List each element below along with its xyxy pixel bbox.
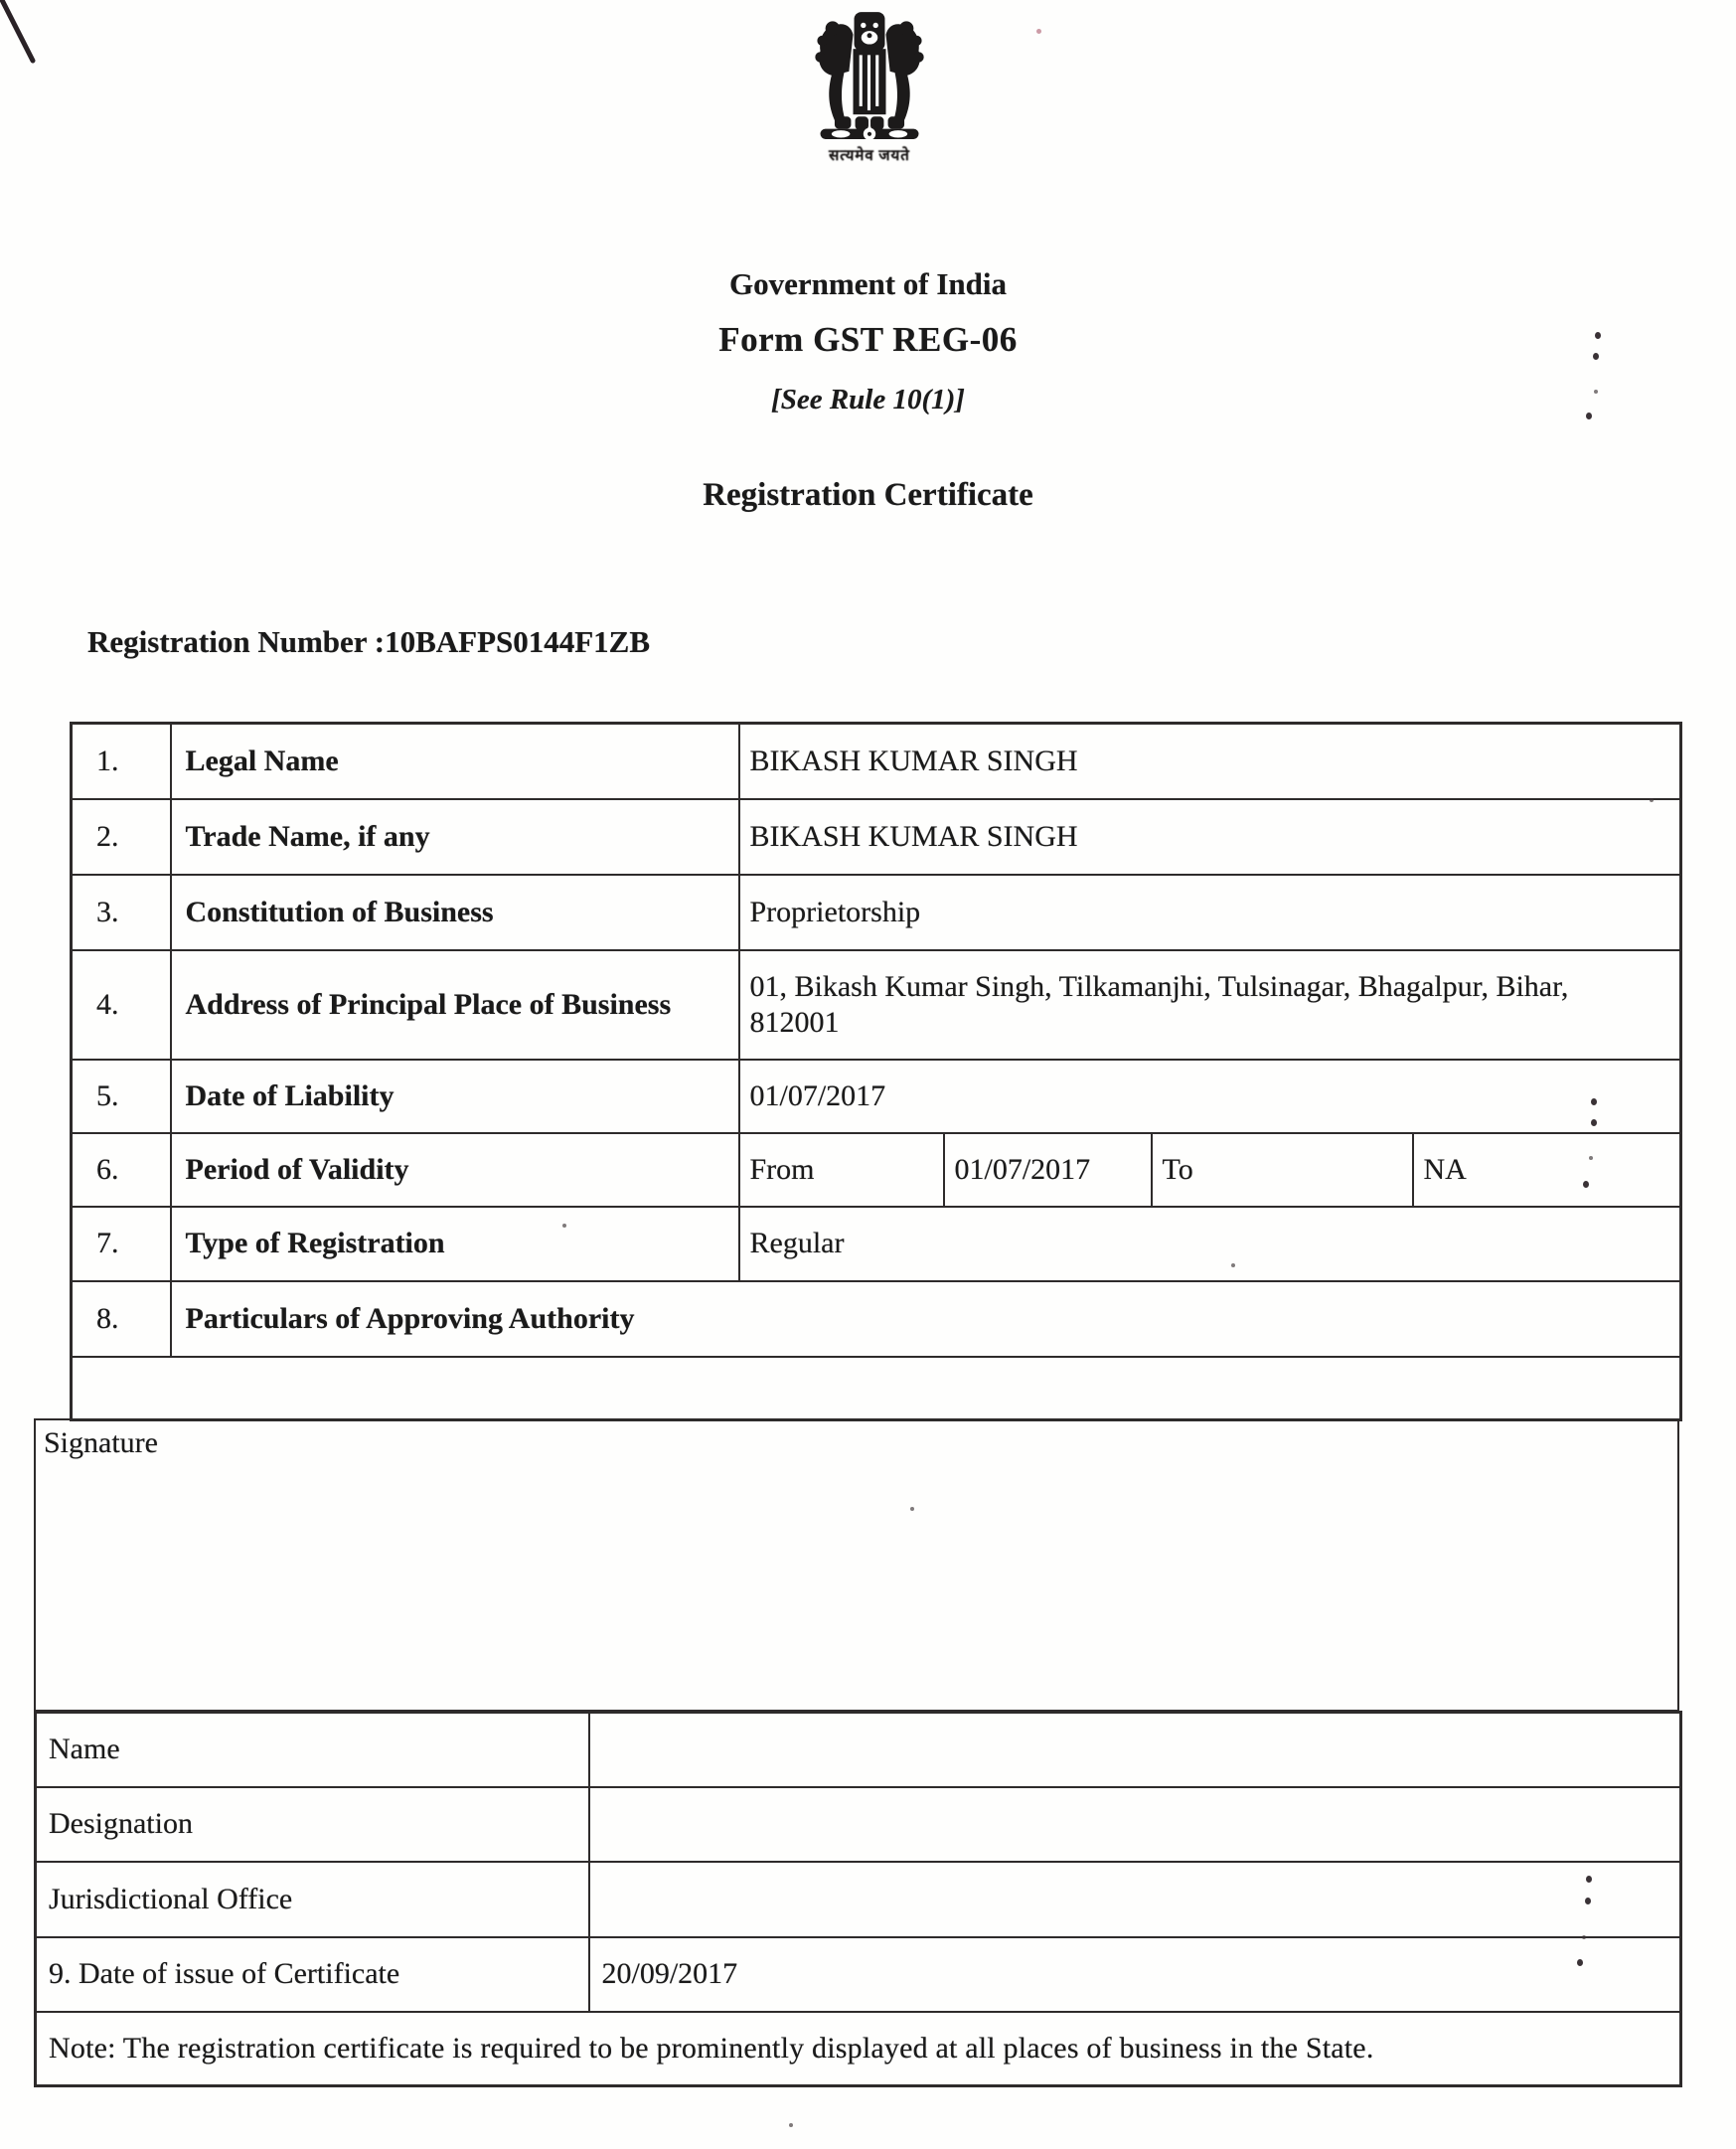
scan-speck [789, 2123, 793, 2127]
row-number: 6. [72, 1133, 171, 1207]
form-name: Form GST REG-06 [718, 320, 1018, 359]
scan-speck [1586, 1876, 1592, 1883]
scan-speck [1577, 1959, 1583, 1966]
validity-from-value: 01/07/2017 [944, 1133, 1152, 1207]
table-row-constitution [72, 875, 1681, 950]
registration-number-label: Registration Number : [87, 624, 386, 659]
scan-speck [1591, 1119, 1597, 1126]
government-title: Government of India [729, 266, 1007, 301]
row-value [589, 1862, 1681, 1937]
table-row-registration-type [72, 1207, 1681, 1281]
row-value [589, 1713, 1681, 1787]
row-label: Type of Registration [171, 1207, 739, 1281]
signature-box [34, 1418, 1679, 1712]
address-text: 01, Bikash Kumar Singh, Tilkamanjhi, Tulsinagar, Bhagalpur, Bihar, 812001 [749, 970, 1569, 1039]
row-value [739, 950, 1681, 1060]
scan-speck [910, 1507, 914, 1511]
rule-reference: [See Rule 10(1)] [771, 384, 965, 415]
signature-label: Signature [44, 1426, 158, 1459]
row-label: Name [36, 1713, 589, 1787]
row-label: Date of Liability [171, 1060, 739, 1133]
row-number: 8. [72, 1281, 171, 1357]
row-label: 9. Date of issue of Certificate [36, 1937, 589, 2012]
row-label: Designation [36, 1787, 589, 1862]
row-number: 5. [72, 1060, 171, 1133]
validity-to-label: To [1152, 1133, 1413, 1207]
row-value: 20/09/2017 [589, 1937, 1681, 2012]
registration-details-table [70, 722, 1682, 1421]
table-row-approving-authority [72, 1281, 1681, 1357]
scan-speck [1595, 332, 1601, 339]
scan-speck [1582, 1935, 1586, 1939]
scan-speck [1589, 1156, 1593, 1160]
table-row-address [72, 950, 1681, 1060]
row-label: Address of Principal Place of Business [171, 950, 739, 1060]
row-number: 4. [72, 950, 171, 1060]
row-value [589, 1787, 1681, 1862]
approving-authority-table [34, 1711, 1682, 2087]
table-row-liability [72, 1060, 1681, 1133]
row-number: 7. [72, 1207, 171, 1281]
table-row-legal-name [72, 724, 1681, 799]
certificate-title: Registration Certificate [703, 477, 1033, 513]
scan-speck [1036, 29, 1041, 34]
row-label: Period of Validity [171, 1133, 739, 1207]
scan-speck [1594, 390, 1598, 394]
row-label: Particulars of Approving Authority [171, 1281, 1681, 1357]
registration-number-value: 10BAFPS0144F1ZB [385, 624, 651, 659]
authority-row-name [36, 1713, 1681, 1787]
scan-speck [1591, 1098, 1597, 1105]
row-value: 01/07/2017 [739, 1060, 1681, 1133]
row-value: BIKASH KUMAR SINGH [739, 724, 1681, 799]
scan-speck [562, 1224, 566, 1228]
emblem-of-india [803, 10, 936, 165]
row-number: 2. [72, 799, 171, 875]
table-row-trade-name [72, 799, 1681, 875]
row-value: Regular [739, 1207, 1681, 1281]
authority-row-issue-date [36, 1937, 1681, 2012]
scan-speck [1583, 1181, 1589, 1188]
lion-capital-icon [808, 10, 931, 141]
scan-speck [1586, 413, 1592, 419]
validity-from-label: From [739, 1133, 944, 1207]
scan-speck [1231, 1263, 1235, 1267]
authority-row-jurisdictional-office [36, 1862, 1681, 1937]
row-value: Proprietorship [739, 875, 1681, 950]
row-number: 1. [72, 724, 171, 799]
row-label: Jurisdictional Office [36, 1862, 589, 1937]
table-row-validity [72, 1133, 1681, 1207]
registration-number-line [87, 624, 650, 660]
row-label: Constitution of Business [171, 875, 739, 950]
row-value: BIKASH KUMAR SINGH [739, 799, 1681, 875]
row-label: Trade Name, if any [171, 799, 739, 875]
pen-mark [0, 0, 60, 80]
validity-to-value: NA [1413, 1133, 1681, 1207]
table-row-empty [72, 1357, 1681, 1420]
scan-speck [1585, 1898, 1591, 1904]
row-number: 3. [72, 875, 171, 950]
row-label: Legal Name [171, 724, 739, 799]
emblem-motto: सत्यमेव जयते [829, 148, 910, 164]
scan-speck [1593, 353, 1599, 360]
scan-speck [1650, 798, 1654, 802]
note-row [36, 2012, 1681, 2086]
note-text: Note: The registration certificate is required to be prominently displayed at all places of business in the State. [36, 2012, 1681, 2086]
empty-cell [72, 1357, 1681, 1420]
authority-row-designation [36, 1787, 1681, 1862]
